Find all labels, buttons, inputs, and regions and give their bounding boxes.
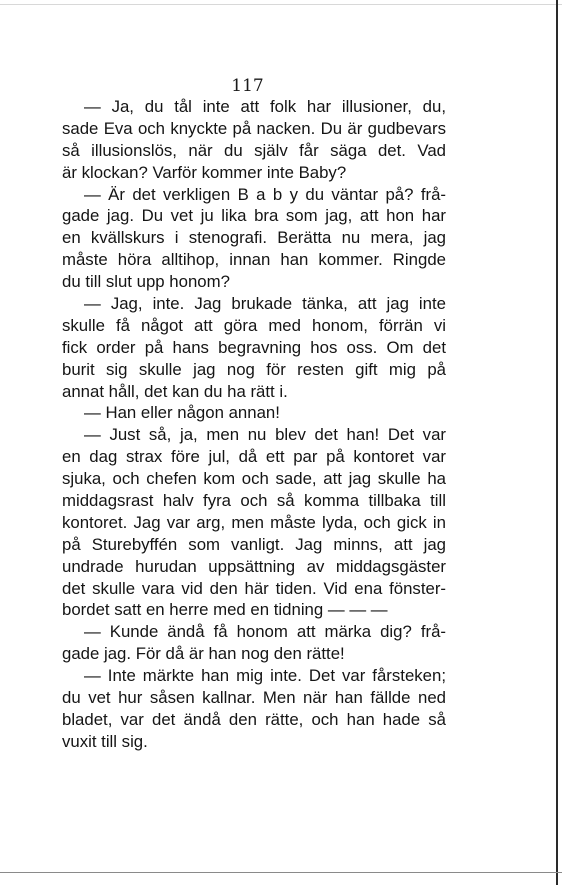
text-line: — Kunde ändå få honom att märka dig? frå- [84,622,446,642]
text-line: så illusionslös, när du själv får säga det. Vad [62,140,446,160]
body-text [62,96,446,753]
text-line: fick order på hans begravning hos oss. Om det [62,337,446,357]
text-line: annat håll, det kan du ha rätt i. [62,381,288,401]
text-line: du vet hur såsen kallnar. Men när han fällde ned [62,688,446,708]
text-line: middagsrast halv fyra och så komma tillbaka till [62,491,446,511]
text-line: burit sig skulle jag nog för resten gift mig på [62,359,446,379]
page-edge-right [556,0,558,885]
text-line: är klockan? Varför kommer inte Baby? [62,162,347,182]
text-line: måste höra alltihop, innan han kommer. Ringde [62,250,446,270]
text-line: — Jag, inte. Jag brukade tänka, att jag inte [84,294,446,314]
text-line: — Han eller någon annan! [84,403,280,423]
text-line: en dag strax före jul, då ett par på kontoret var [62,447,446,467]
text-line: det skulle vara vid den här tiden. Vid ena fönster- [62,578,446,598]
text-line: undrade hurudan uppsättning av middagsgäster [62,556,446,576]
text-line: bladet, var det ändå den rätte, och han hade så [62,709,446,729]
text-line: du till slut upp honom? [62,272,230,292]
text-line: vuxit till sig. [62,731,148,751]
text-line: — Ja, du tål inte att folk har illusioner, du, [84,97,446,116]
text-line: kontoret. Jag var arg, men måste lyda, och gick in [62,512,446,532]
text-line: gade jag. Du vet ju lika bra som jag, att hon har [62,206,446,226]
text-line: skulle få något att göra med honom, förrän vi [62,315,446,335]
text-line: — Inte märkte han mig inte. Det var fårsteken; [84,666,446,686]
text-line: — Är det verkligen B a b y du väntar på? frå- [84,184,446,204]
text-line: — Just så, ja, men nu blev det han! Det var [84,425,446,445]
text-line: sjuka, och chefen kom och sade, att jag skulle ha [62,469,446,489]
page-edge-bottom [0,872,562,873]
text-line: sade Eva och knyckte på nacken. Du är gudbevars [62,118,446,138]
page-number: 117 [231,76,264,96]
text-line: gade jag. För då är han nog den rätte! [62,644,345,664]
page-edge-top [0,4,562,5]
text-line: en kvällskurs i stenografi. Berätta nu mera, jag [62,228,446,248]
text-line: på Sturebyffén som vanligt. Jag minns, att jag [62,534,446,554]
text-line: bordet satt en herre med en tidning — — — [62,600,388,620]
